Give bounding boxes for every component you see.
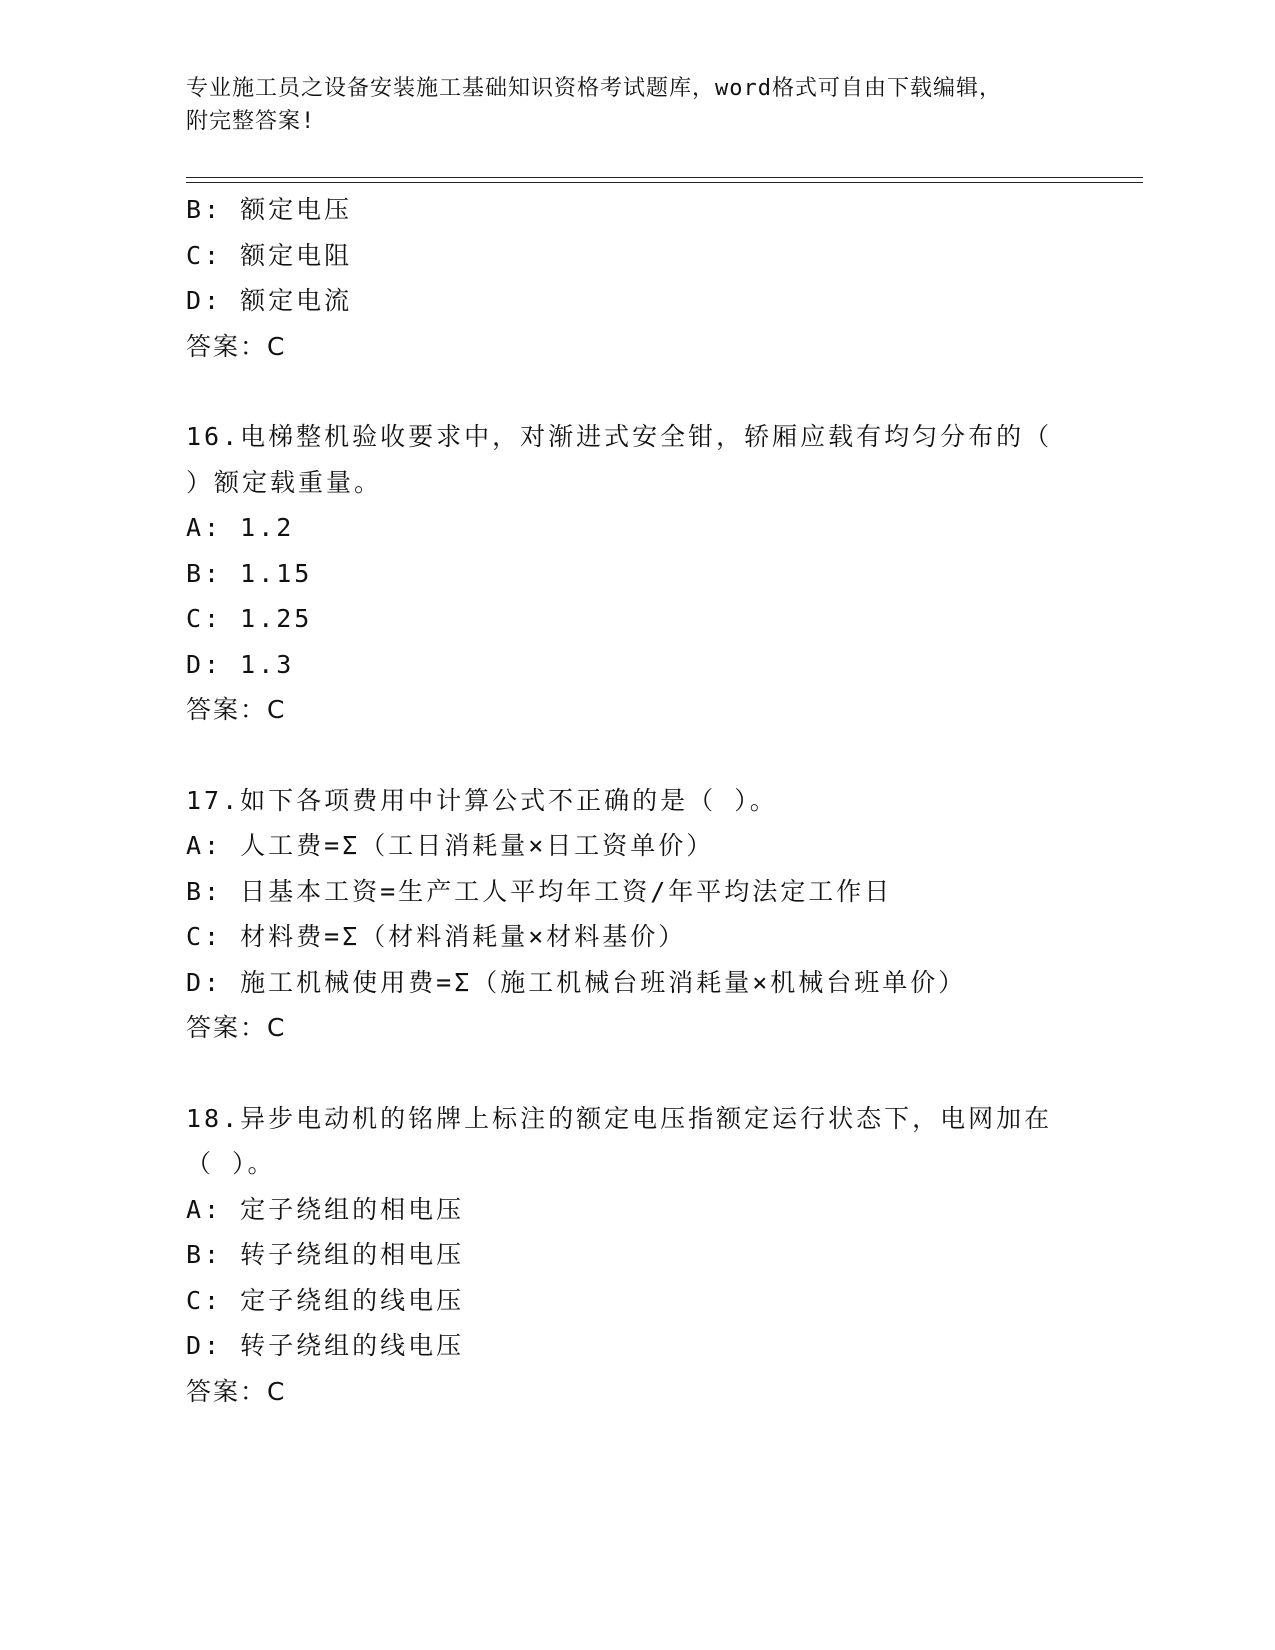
option-a: A: 定子绕组的相电压 — [186, 1194, 465, 1224]
question-list — [186, 187, 1086, 1414]
option-b: B: 日基本工资=生产工人平均年工资/年平均法定工作日 — [186, 876, 893, 906]
question-stem: 18.异步电动机的铭牌上标注的额定电压指额定运行状态下，电网加在 — [186, 1103, 1053, 1133]
header-divider-bottom — [186, 182, 1143, 183]
option-c: C: 1.25 — [186, 604, 313, 633]
question-spacer — [186, 1051, 1086, 1096]
question-15 — [186, 187, 1086, 369]
option-b: B: 1.15 — [186, 558, 313, 588]
option-d: D: 转子绕组的线电压 — [186, 1331, 465, 1360]
option-a: A: 1.2 — [186, 513, 295, 542]
option-d: D: 施工机械使用费=Σ（施工机械台班消耗量×机械台班单价） — [186, 967, 967, 997]
answer: 答案：C — [186, 1013, 287, 1042]
question-17 — [186, 778, 1086, 1051]
question-spacer — [186, 369, 1086, 414]
answer: 答案：C — [186, 695, 287, 724]
option-c: C: 材料费=Σ（材料消耗量×材料基价） — [186, 922, 687, 951]
answer: 答案：C — [186, 1376, 287, 1406]
question-18 — [186, 1096, 1086, 1415]
option-c: C: 额定电阻 — [186, 240, 353, 270]
document-header — [186, 72, 1066, 138]
question-16 — [186, 414, 1086, 733]
question-stem-continued: （ ）。 — [186, 1149, 276, 1178]
option-b: B: 转子绕组的相电压 — [186, 1240, 465, 1269]
option-d: D: 额定电流 — [186, 286, 353, 315]
option-b: B: 额定电压 — [186, 195, 353, 224]
answer: 答案：C — [186, 331, 287, 361]
question-stem: 16.电梯整机验收要求中，对渐进式安全钳，轿厢应载有均匀分布的（ — [186, 422, 1053, 451]
question-spacer — [186, 733, 1086, 778]
question-stem-continued: ）额定载重量。 — [186, 467, 383, 497]
option-d: D: 1.3 — [186, 649, 295, 679]
option-a: A: 人工费=Σ（工日消耗量×日工资单价） — [186, 831, 715, 860]
header-divider-top — [186, 177, 1143, 178]
header-line-1: 专业施工员之设备安装施工基础知识资格考试题库，word格式可自由下载编辑， — [186, 76, 1002, 101]
question-stem: 17.如下各项费用中计算公式不正确的是（ ）。 — [186, 785, 778, 815]
option-c: C: 定子绕组的线电压 — [186, 1285, 465, 1315]
header-line-2: 附完整答案! — [186, 109, 316, 134]
